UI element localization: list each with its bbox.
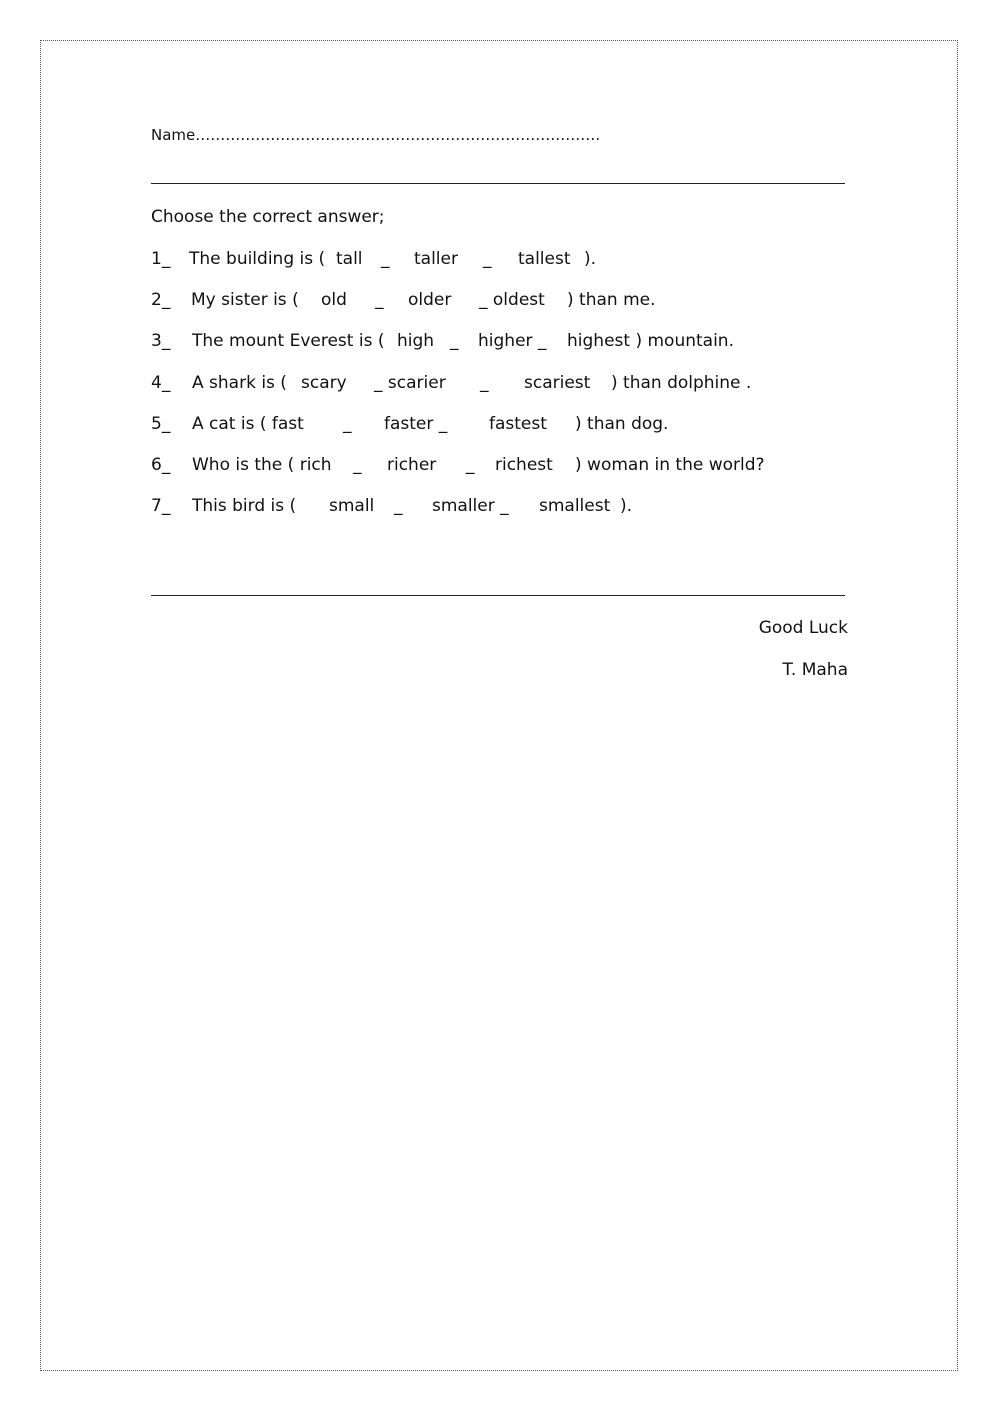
option: scary [301,373,347,393]
question-ending: ). [620,496,633,516]
separator: _ [343,414,352,434]
option: high [397,331,435,351]
instruction-text: Choose the correct answer; [151,207,385,227]
question-ending: ) woman in the world? [575,455,765,475]
question-number: 4_ [151,373,171,393]
question-ending: ) than dog. [575,414,669,434]
separator: _ [353,455,362,475]
separator: _ [381,249,390,269]
question-ending: ). [584,249,597,269]
name-field-label: Name……………………………………………………………………… [151,126,601,144]
question-number: 1_ [151,249,171,269]
separator: _ [450,331,459,351]
question-ending: ) than dolphine . [611,373,752,393]
question-number: 5_ [151,414,171,434]
question-stem: My sister is ( [191,290,299,310]
top-divider [151,183,845,184]
question-6 [151,454,765,476]
question-stem: This bird is ( [192,496,297,516]
separator: _ [483,249,492,269]
option: taller [414,249,458,269]
question-5 [151,413,669,435]
question-7 [151,495,633,517]
option: smaller _ [432,496,509,516]
option: richer [387,455,437,475]
option: _ oldest [479,290,545,310]
option: higher _ [478,331,547,351]
question-stem: A shark is ( [192,373,287,393]
teacher-signature: T. Maha [782,660,848,680]
separator: _ [394,496,403,516]
separator: _ [466,455,475,475]
page-border [40,40,958,1371]
separator: _ [480,373,489,393]
question-number: 3_ [151,331,171,351]
question-ending: ) than me. [567,290,656,310]
option: faster _ [384,414,448,434]
option: richest [495,455,553,475]
question-stem: The building is ( [189,249,326,269]
option: small [329,496,375,516]
separator: _ [375,290,384,310]
question-number: 7_ [151,496,171,516]
option: tallest [518,249,571,269]
question-4 [151,372,752,394]
question-number: 6_ [151,455,171,475]
option: older [408,290,452,310]
option: old [321,290,347,310]
good-luck-text: Good Luck [758,618,848,638]
question-stem: The mount Everest is ( [192,331,385,351]
option: scariest [524,373,591,393]
question-2 [151,289,656,311]
bottom-divider [151,595,845,596]
option: _ scarier [374,373,446,393]
option: highest ) mountain. [567,331,734,351]
option: fastest [489,414,547,434]
question-1 [151,248,597,270]
question-number: 2_ [151,290,171,310]
option: tall [336,249,363,269]
question-stem: A cat is ( fast [192,414,304,434]
question-stem: Who is the ( rich [192,455,332,475]
question-3 [151,330,734,352]
option: smallest [539,496,611,516]
